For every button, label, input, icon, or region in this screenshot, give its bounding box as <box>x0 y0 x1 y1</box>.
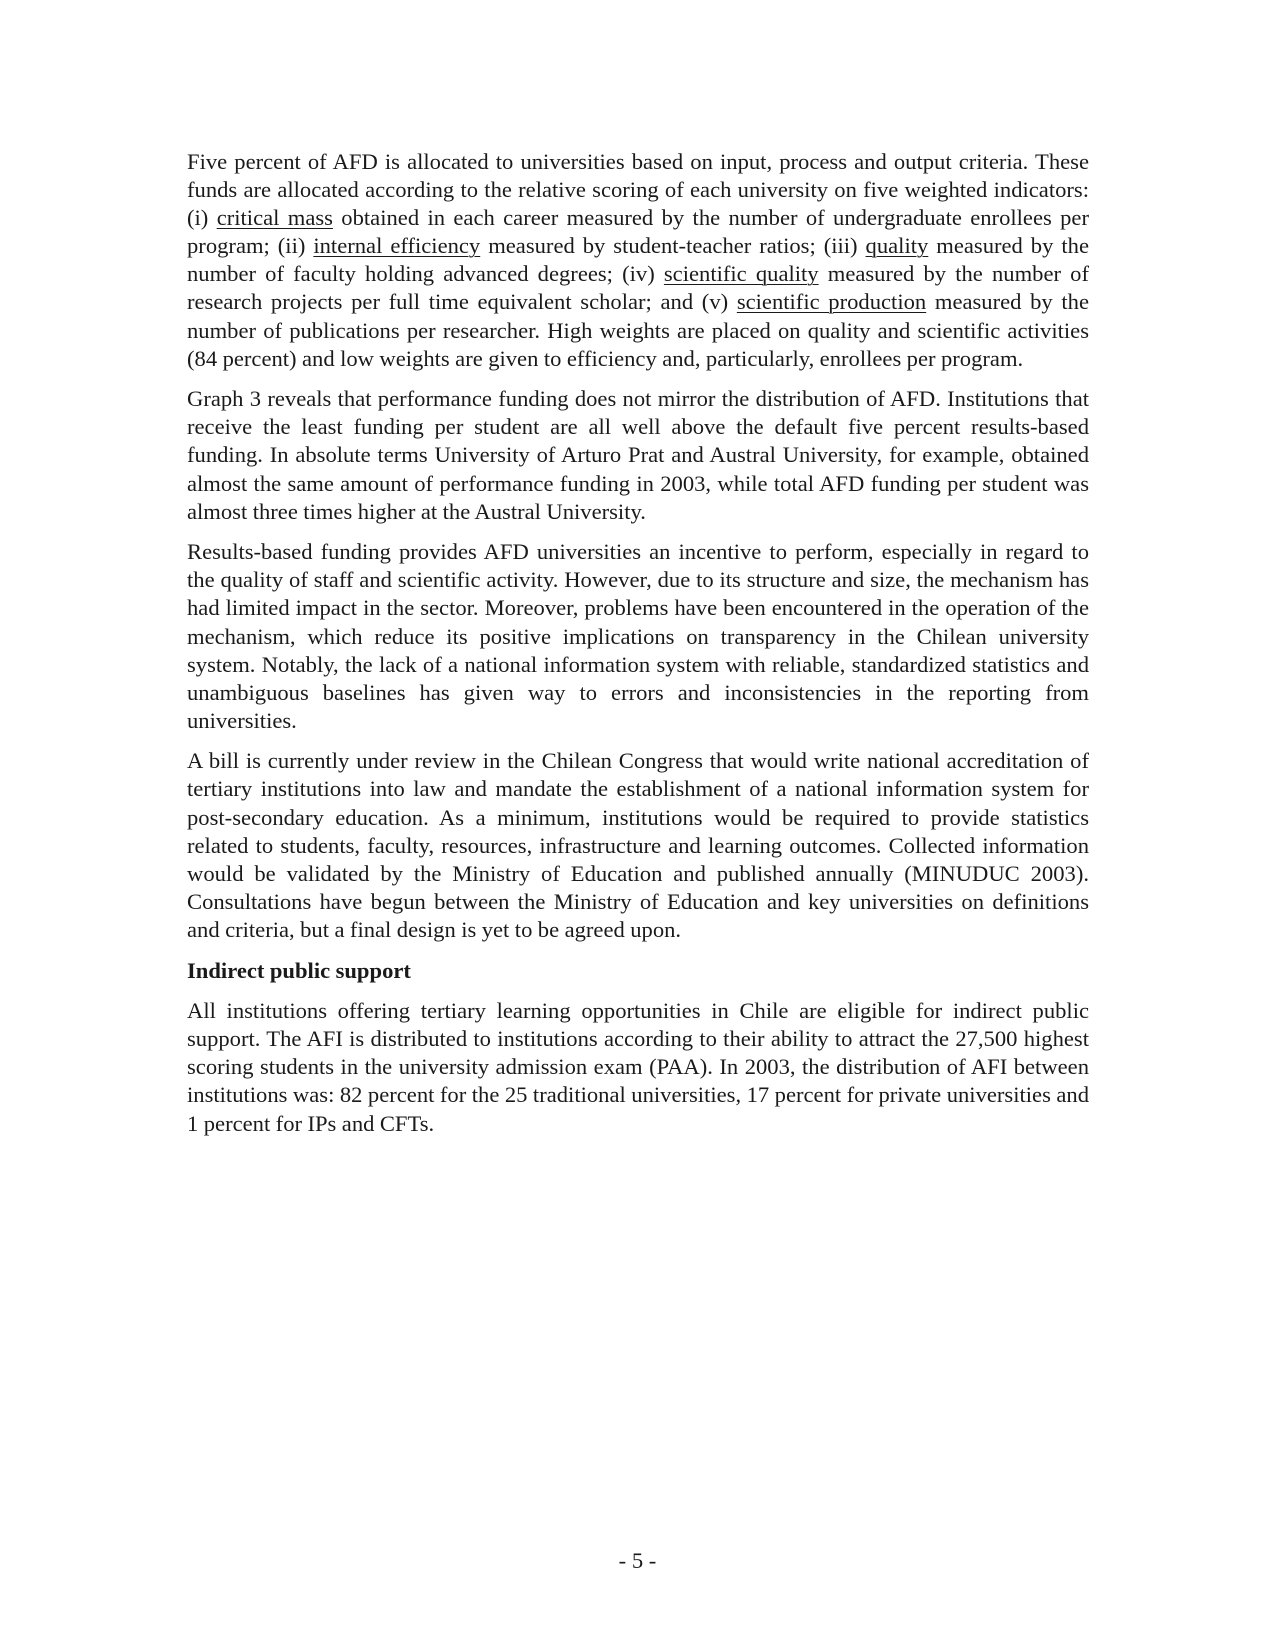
text-run: measured by the number of publications per researcher. High weights are placed on quality and scientific activities (84 percent) and low weights are given to efficiency and, particularly, enrollees per program. <box>187 289 1089 371</box>
underlined-term-quality: quality <box>865 233 929 259</box>
body-text <box>187 148 1089 1150</box>
text-run: measured by the number of research projects per full time equivalent scholar; and (v) <box>187 261 1089 315</box>
underlined-term-internal-efficiency: internal efficiency <box>313 233 481 259</box>
paragraph-afd-allocation <box>187 148 1089 373</box>
paragraph-graph-3: Graph 3 reveals that performance funding does not mirror the distribution of AFD. Institutions that receive the least funding per student are all well above the default five percent results-based funding. In absolute terms University of Arturo Prat and Austral University, for example, obtained almost the same amount of performance funding in 2003, while total AFD funding per student was almost three times higher at the Austral University. <box>187 386 1089 524</box>
underlined-term-scientific-quality: scientific quality <box>663 261 819 287</box>
paragraph-results-based-funding: Results-based funding provides AFD universities an incentive to perform, especially in regard to the quality of staff and scientific activity. However, due to its structure and size, the mechanism has had limited impact in the sector. Moreover, problems have been encountered in the operation of the mechanism, which reduce its positive implications on transparency in the Chilean university system. Notably, the lack of a national information system with reliable, standardized statistics and unambiguous baselines has given way to errors and inconsistencies in the reporting from universities. <box>187 539 1089 733</box>
text-run: measured by student-teacher ratios; (iii) <box>480 233 866 259</box>
paragraph-bill-under-review: A bill is currently under review in the Chilean Congress that would write national accreditation of tertiary institutions into law and mandate the establishment of a national information system for post-secondary education. As a minimum, institutions would be required to provide statistics related to students, faculty, resources, infrastructure and learning outcomes. Collected information would be validated by the Ministry of Education and published annually (MINUDUC 2003). Consultations have begun between the Ministry of Education and key universities on definitions and criteria, but a final design is yet to be agreed upon. <box>187 748 1089 942</box>
text-run: Five percent of AFD is allocated to universities based on input, process and output criteria. These funds are allocated according to the relative scoring of each university on five weighted indicators: (i) <box>187 149 1089 231</box>
paragraph-indirect-support: All institutions offering tertiary learning opportunities in Chile are eligible for indirect public support. The AFI is distributed to institutions according to their ability to attract the 27,500 highest scoring students in the university admission exam (PAA). In 2003, the distribution of AFI between institutions was: 82 percent for the 25 traditional universities, 17 percent for private universities and 1 percent for IPs and CFTs. <box>187 998 1089 1136</box>
text-run: measured by the number of faculty holding advanced degrees; (iv) <box>187 233 1089 287</box>
text-run: obtained in each career measured by the number of undergraduate enrollees per program; (ii) <box>187 205 1089 259</box>
underlined-term-scientific-production: scientific production <box>736 289 927 315</box>
page-number: - 5 - <box>618 1548 657 1573</box>
underlined-term-critical-mass: critical mass <box>216 205 333 231</box>
section-heading: Indirect public support <box>187 957 411 983</box>
